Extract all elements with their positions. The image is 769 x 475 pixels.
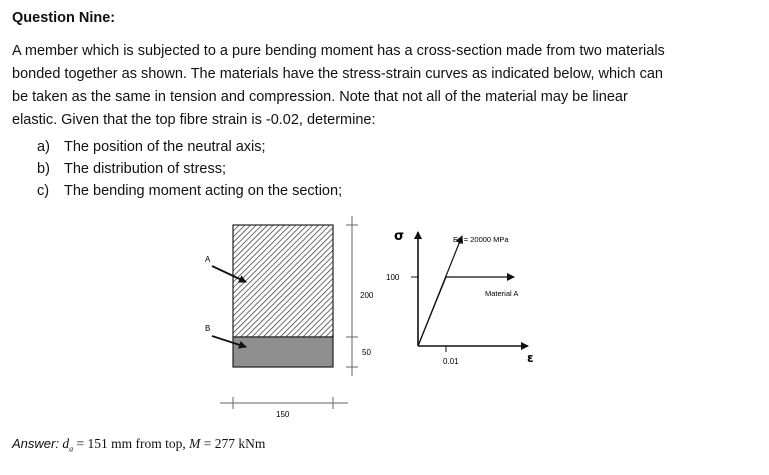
material-a-label: Material A: [485, 289, 519, 298]
part-marker: c): [37, 183, 50, 199]
stress-strain-figure: [386, 229, 534, 366]
neutral-axis-subscript: a: [69, 444, 74, 454]
intro-line: A member which is subjected to a pure bending moment has a cross-section made from two materials: [12, 43, 665, 59]
modulus-value: = 20000 MPa: [461, 235, 509, 244]
vertical-dimension: [346, 216, 374, 376]
sigma-symbol: σ: [394, 229, 405, 244]
part-text: The position of the neutral axis;: [64, 139, 266, 155]
intro-line: be taken as the same in tension and compression. Note that not all of the material may be linear: [12, 89, 628, 105]
answer-line: [12, 436, 265, 454]
part-marker: b): [37, 161, 50, 177]
epsilon-symbol: ε: [527, 351, 534, 365]
material-a-region: [233, 225, 333, 337]
label-b: B: [205, 324, 211, 333]
strain-tick-label: 0.01: [443, 357, 459, 366]
yield-tick-label: 100: [386, 273, 400, 282]
material-b-modulus-label: [453, 235, 509, 246]
intro-line: bonded together as shown. The materials have the stress-strain curves as indicated below, which can: [12, 66, 663, 82]
label-a: A: [205, 255, 211, 264]
answer-label: Answer:: [12, 436, 59, 451]
material-b-region: [233, 337, 333, 367]
cross-section-figure: [205, 216, 374, 419]
part-text: The bending moment acting on the section;: [64, 183, 343, 199]
neutral-axis-symbol: d: [62, 436, 70, 451]
dim-width: 150: [276, 410, 290, 419]
part-marker: a): [37, 139, 50, 155]
part-text: The distribution of stress;: [64, 161, 226, 177]
dim-height-a: 200: [360, 291, 374, 300]
modulus-prefix: E: [453, 235, 459, 244]
horizontal-dimension: [220, 397, 348, 419]
intro-line: elastic. Given that the top fibre strain is -0.02, determine:: [12, 112, 376, 128]
dim-height-b: 50: [362, 348, 371, 357]
modulus-subscript: B: [458, 240, 462, 246]
moment-symbol: M: [189, 436, 201, 451]
moment-value: = 277 kNm: [203, 436, 266, 451]
material-b-line: [418, 236, 462, 346]
neutral-axis-value: = 151 mm from top,: [76, 436, 186, 451]
question-heading: Question Nine:: [12, 10, 116, 26]
